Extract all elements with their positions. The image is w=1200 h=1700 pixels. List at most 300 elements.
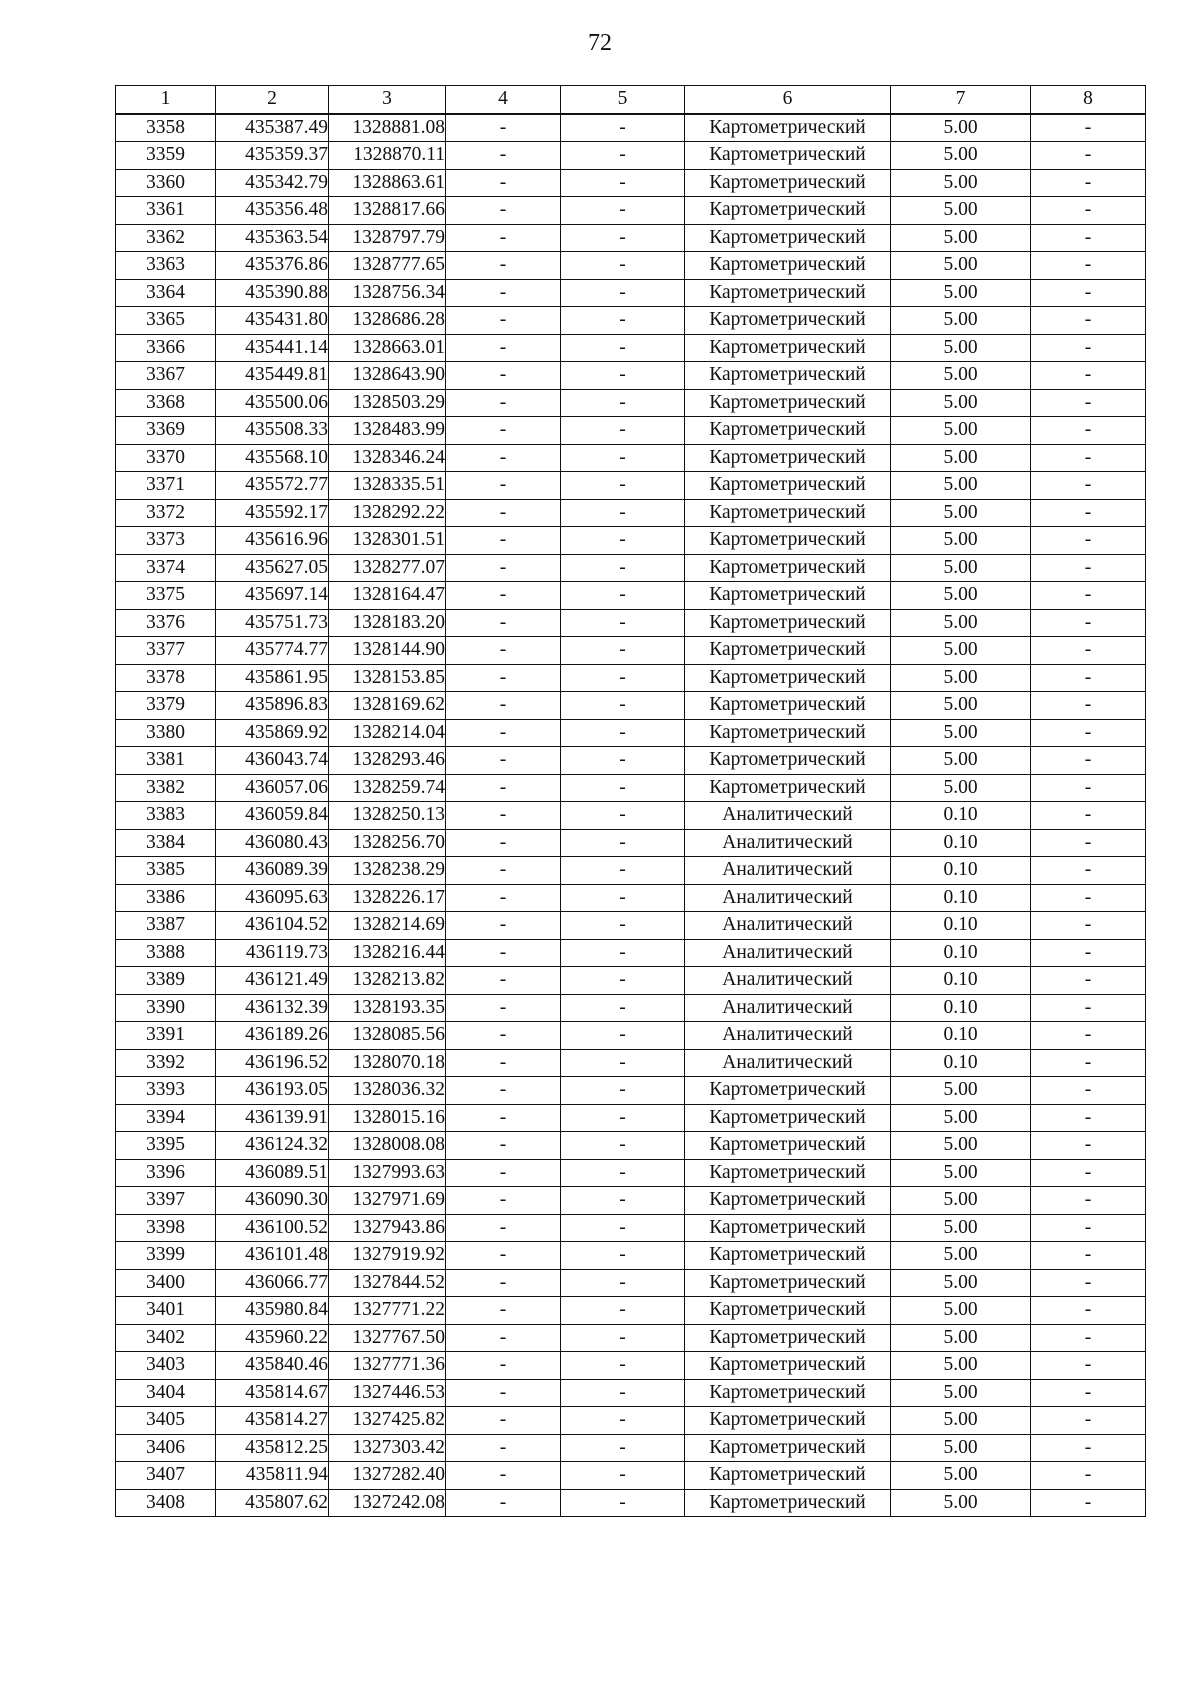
point-number: 3377	[116, 637, 216, 665]
method: Картометрический	[685, 554, 891, 582]
x-coordinate: 435616.96	[216, 527, 329, 555]
x-coordinate: 436080.43	[216, 829, 329, 857]
table-row	[116, 747, 1146, 775]
col-8-value: -	[1031, 472, 1146, 500]
table-row	[116, 1242, 1146, 1270]
col-5-value: -	[561, 939, 685, 967]
x-coordinate: 435812.25	[216, 1434, 329, 1462]
accuracy: 5.00	[891, 1434, 1031, 1462]
accuracy: 5.00	[891, 472, 1031, 500]
method: Картометрический	[685, 582, 891, 610]
column-header: 2	[216, 86, 329, 114]
col-8-value: -	[1031, 499, 1146, 527]
point-number: 3389	[116, 967, 216, 995]
accuracy: 5.00	[891, 197, 1031, 225]
point-number: 3396	[116, 1159, 216, 1187]
method: Картометрический	[685, 719, 891, 747]
table-row	[116, 967, 1146, 995]
col-5-value: -	[561, 1187, 685, 1215]
col-5-value: -	[561, 444, 685, 472]
col-5-value: -	[561, 829, 685, 857]
x-coordinate: 435508.33	[216, 417, 329, 445]
y-coordinate: 1328164.47	[329, 582, 446, 610]
method: Картометрический	[685, 197, 891, 225]
col-5-value: -	[561, 719, 685, 747]
col-5-value: -	[561, 884, 685, 912]
col-8-value: -	[1031, 802, 1146, 830]
point-number: 3405	[116, 1407, 216, 1435]
table-row	[116, 582, 1146, 610]
y-coordinate: 1328863.61	[329, 169, 446, 197]
point-number: 3367	[116, 362, 216, 390]
y-coordinate: 1328277.07	[329, 554, 446, 582]
accuracy: 5.00	[891, 1159, 1031, 1187]
method: Картометрический	[685, 444, 891, 472]
accuracy: 5.00	[891, 747, 1031, 775]
y-coordinate: 1328226.17	[329, 884, 446, 912]
accuracy: 5.00	[891, 389, 1031, 417]
x-coordinate: 435592.17	[216, 499, 329, 527]
accuracy: 5.00	[891, 1407, 1031, 1435]
method: Картометрический	[685, 1104, 891, 1132]
table-row	[116, 719, 1146, 747]
x-coordinate: 435840.46	[216, 1352, 329, 1380]
col-8-value: -	[1031, 362, 1146, 390]
accuracy: 0.10	[891, 884, 1031, 912]
col-5-value: -	[561, 1352, 685, 1380]
point-number: 3363	[116, 252, 216, 280]
point-number: 3375	[116, 582, 216, 610]
col-4-value: -	[446, 142, 561, 170]
accuracy: 5.00	[891, 527, 1031, 555]
y-coordinate: 1328292.22	[329, 499, 446, 527]
col-8-value: -	[1031, 994, 1146, 1022]
y-coordinate: 1328870.11	[329, 142, 446, 170]
accuracy: 5.00	[891, 114, 1031, 142]
col-4-value: -	[446, 279, 561, 307]
accuracy: 5.00	[891, 1379, 1031, 1407]
y-coordinate: 1327993.63	[329, 1159, 446, 1187]
y-coordinate: 1328346.24	[329, 444, 446, 472]
y-coordinate: 1328335.51	[329, 472, 446, 500]
col-8-value: -	[1031, 1407, 1146, 1435]
y-coordinate: 1328183.20	[329, 609, 446, 637]
column-header: 7	[891, 86, 1031, 114]
accuracy: 0.10	[891, 967, 1031, 995]
col-5-value: -	[561, 1049, 685, 1077]
accuracy: 0.10	[891, 1022, 1031, 1050]
col-4-value: -	[446, 1049, 561, 1077]
col-5-value: -	[561, 857, 685, 885]
table-row	[116, 224, 1146, 252]
col-5-value: -	[561, 499, 685, 527]
col-8-value: -	[1031, 1379, 1146, 1407]
y-coordinate: 1327971.69	[329, 1187, 446, 1215]
accuracy: 5.00	[891, 582, 1031, 610]
point-number: 3383	[116, 802, 216, 830]
table-row	[116, 1214, 1146, 1242]
table-row	[116, 1159, 1146, 1187]
method: Картометрический	[685, 1352, 891, 1380]
point-number: 3400	[116, 1269, 216, 1297]
col-4-value: -	[446, 1379, 561, 1407]
table-row	[116, 169, 1146, 197]
point-number: 3407	[116, 1462, 216, 1490]
point-number: 3395	[116, 1132, 216, 1160]
table-row	[116, 1407, 1146, 1435]
accuracy: 5.00	[891, 1104, 1031, 1132]
col-5-value: -	[561, 114, 685, 142]
accuracy: 5.00	[891, 1132, 1031, 1160]
table-row	[116, 142, 1146, 170]
method: Картометрический	[685, 1462, 891, 1490]
point-number: 3398	[116, 1214, 216, 1242]
col-5-value: -	[561, 169, 685, 197]
point-number: 3408	[116, 1489, 216, 1517]
col-5-value: -	[561, 1379, 685, 1407]
col-5-value: -	[561, 362, 685, 390]
x-coordinate: 436095.63	[216, 884, 329, 912]
y-coordinate: 1328144.90	[329, 637, 446, 665]
col-5-value: -	[561, 912, 685, 940]
y-coordinate: 1327919.92	[329, 1242, 446, 1270]
point-number: 3368	[116, 389, 216, 417]
method: Картометрический	[685, 527, 891, 555]
column-header: 6	[685, 86, 891, 114]
x-coordinate: 436124.32	[216, 1132, 329, 1160]
accuracy: 5.00	[891, 1214, 1031, 1242]
method: Картометрический	[685, 389, 891, 417]
col-5-value: -	[561, 527, 685, 555]
col-5-value: -	[561, 1297, 685, 1325]
col-8-value: -	[1031, 664, 1146, 692]
y-coordinate: 1328686.28	[329, 307, 446, 335]
table-row	[116, 1379, 1146, 1407]
col-4-value: -	[446, 1352, 561, 1380]
y-coordinate: 1328881.08	[329, 114, 446, 142]
y-coordinate: 1328213.82	[329, 967, 446, 995]
table-row	[116, 114, 1146, 142]
col-4-value: -	[446, 169, 561, 197]
method: Картометрический	[685, 1297, 891, 1325]
col-4-value: -	[446, 499, 561, 527]
point-number: 3403	[116, 1352, 216, 1380]
col-4-value: -	[446, 1214, 561, 1242]
col-5-value: -	[561, 1104, 685, 1132]
point-number: 3380	[116, 719, 216, 747]
col-8-value: -	[1031, 582, 1146, 610]
point-number: 3393	[116, 1077, 216, 1105]
col-4-value: -	[446, 1324, 561, 1352]
table-row	[116, 472, 1146, 500]
col-8-value: -	[1031, 444, 1146, 472]
header-row	[116, 86, 1146, 114]
method: Картометрический	[685, 279, 891, 307]
x-coordinate: 436104.52	[216, 912, 329, 940]
col-5-value: -	[561, 582, 685, 610]
col-4-value: -	[446, 1434, 561, 1462]
col-4-value: -	[446, 114, 561, 142]
col-5-value: -	[561, 1214, 685, 1242]
y-coordinate: 1327303.42	[329, 1434, 446, 1462]
table-row	[116, 994, 1146, 1022]
method: Аналитический	[685, 1022, 891, 1050]
method: Картометрический	[685, 142, 891, 170]
accuracy: 5.00	[891, 1489, 1031, 1517]
accuracy: 5.00	[891, 444, 1031, 472]
col-4-value: -	[446, 307, 561, 335]
point-number: 3365	[116, 307, 216, 335]
table-row	[116, 1077, 1146, 1105]
col-5-value: -	[561, 967, 685, 995]
accuracy: 5.00	[891, 279, 1031, 307]
accuracy: 0.10	[891, 802, 1031, 830]
y-coordinate: 1328008.08	[329, 1132, 446, 1160]
accuracy: 5.00	[891, 1187, 1031, 1215]
col-8-value: -	[1031, 939, 1146, 967]
col-4-value: -	[446, 1187, 561, 1215]
method: Картометрический	[685, 1077, 891, 1105]
x-coordinate: 435751.73	[216, 609, 329, 637]
x-coordinate: 436196.52	[216, 1049, 329, 1077]
col-4-value: -	[446, 884, 561, 912]
method: Картометрический	[685, 169, 891, 197]
col-5-value: -	[561, 692, 685, 720]
col-5-value: -	[561, 1077, 685, 1105]
point-number: 3372	[116, 499, 216, 527]
y-coordinate: 1328238.29	[329, 857, 446, 885]
method: Аналитический	[685, 994, 891, 1022]
x-coordinate: 435774.77	[216, 637, 329, 665]
col-8-value: -	[1031, 1324, 1146, 1352]
col-8-value: -	[1031, 307, 1146, 335]
col-4-value: -	[446, 1269, 561, 1297]
column-header: 3	[329, 86, 446, 114]
method: Картометрический	[685, 664, 891, 692]
method: Картометрический	[685, 1132, 891, 1160]
x-coordinate: 435387.49	[216, 114, 329, 142]
x-coordinate: 435390.88	[216, 279, 329, 307]
col-4-value: -	[446, 527, 561, 555]
point-number: 3364	[116, 279, 216, 307]
point-number: 3361	[116, 197, 216, 225]
x-coordinate: 436119.73	[216, 939, 329, 967]
y-coordinate: 1328301.51	[329, 527, 446, 555]
method: Картометрический	[685, 472, 891, 500]
col-8-value: -	[1031, 1104, 1146, 1132]
col-8-value: -	[1031, 1462, 1146, 1490]
x-coordinate: 436059.84	[216, 802, 329, 830]
col-8-value: -	[1031, 1434, 1146, 1462]
method: Картометрический	[685, 1187, 891, 1215]
method: Картометрический	[685, 1489, 891, 1517]
col-8-value: -	[1031, 912, 1146, 940]
table-row	[116, 664, 1146, 692]
y-coordinate: 1328259.74	[329, 774, 446, 802]
method: Картометрический	[685, 417, 891, 445]
accuracy: 0.10	[891, 1049, 1031, 1077]
col-4-value: -	[446, 692, 561, 720]
col-8-value: -	[1031, 1269, 1146, 1297]
accuracy: 5.00	[891, 252, 1031, 280]
col-5-value: -	[561, 307, 685, 335]
table-row	[116, 1462, 1146, 1490]
y-coordinate: 1327446.53	[329, 1379, 446, 1407]
y-coordinate: 1327282.40	[329, 1462, 446, 1490]
col-4-value: -	[446, 1242, 561, 1270]
col-4-value: -	[446, 417, 561, 445]
y-coordinate: 1327242.08	[329, 1489, 446, 1517]
x-coordinate: 436132.39	[216, 994, 329, 1022]
col-5-value: -	[561, 554, 685, 582]
x-coordinate: 435500.06	[216, 389, 329, 417]
col-8-value: -	[1031, 389, 1146, 417]
table-row	[116, 609, 1146, 637]
method: Картометрический	[685, 334, 891, 362]
table-row	[116, 829, 1146, 857]
method: Картометрический	[685, 1214, 891, 1242]
y-coordinate: 1328193.35	[329, 994, 446, 1022]
accuracy: 5.00	[891, 1462, 1031, 1490]
table-row	[116, 1022, 1146, 1050]
col-4-value: -	[446, 362, 561, 390]
col-5-value: -	[561, 1407, 685, 1435]
point-number: 3388	[116, 939, 216, 967]
method: Картометрический	[685, 1324, 891, 1352]
x-coordinate: 436189.26	[216, 1022, 329, 1050]
col-5-value: -	[561, 994, 685, 1022]
col-4-value: -	[446, 939, 561, 967]
col-4-value: -	[446, 252, 561, 280]
col-4-value: -	[446, 637, 561, 665]
column-header: 5	[561, 86, 685, 114]
accuracy: 5.00	[891, 1297, 1031, 1325]
col-8-value: -	[1031, 1159, 1146, 1187]
accuracy: 0.10	[891, 939, 1031, 967]
x-coordinate: 436043.74	[216, 747, 329, 775]
point-number: 3366	[116, 334, 216, 362]
y-coordinate: 1327771.22	[329, 1297, 446, 1325]
y-coordinate: 1327767.50	[329, 1324, 446, 1352]
method: Картометрический	[685, 1159, 891, 1187]
method: Картометрический	[685, 637, 891, 665]
col-8-value: -	[1031, 334, 1146, 362]
col-5-value: -	[561, 389, 685, 417]
point-number: 3369	[116, 417, 216, 445]
x-coordinate: 436193.05	[216, 1077, 329, 1105]
method: Аналитический	[685, 802, 891, 830]
method: Картометрический	[685, 224, 891, 252]
point-number: 3401	[116, 1297, 216, 1325]
y-coordinate: 1328085.56	[329, 1022, 446, 1050]
method: Аналитический	[685, 829, 891, 857]
col-5-value: -	[561, 1022, 685, 1050]
point-number: 3386	[116, 884, 216, 912]
col-4-value: -	[446, 1104, 561, 1132]
col-5-value: -	[561, 142, 685, 170]
col-5-value: -	[561, 1324, 685, 1352]
table-body	[116, 114, 1146, 1517]
accuracy: 0.10	[891, 912, 1031, 940]
y-coordinate: 1327771.36	[329, 1352, 446, 1380]
table-row	[116, 1049, 1146, 1077]
col-4-value: -	[446, 1077, 561, 1105]
method: Картометрический	[685, 499, 891, 527]
y-coordinate: 1328216.44	[329, 939, 446, 967]
x-coordinate: 435568.10	[216, 444, 329, 472]
point-number: 3392	[116, 1049, 216, 1077]
accuracy: 0.10	[891, 994, 1031, 1022]
y-coordinate: 1328777.65	[329, 252, 446, 280]
accuracy: 5.00	[891, 142, 1031, 170]
table-row	[116, 1489, 1146, 1517]
point-number: 3376	[116, 609, 216, 637]
col-4-value: -	[446, 1462, 561, 1490]
table-row	[116, 1434, 1146, 1462]
col-8-value: -	[1031, 1242, 1146, 1270]
column-header: 4	[446, 86, 561, 114]
table-header	[116, 86, 1146, 114]
x-coordinate: 436100.52	[216, 1214, 329, 1242]
x-coordinate: 435896.83	[216, 692, 329, 720]
table-row	[116, 334, 1146, 362]
method: Картометрический	[685, 1242, 891, 1270]
col-5-value: -	[561, 774, 685, 802]
x-coordinate: 435441.14	[216, 334, 329, 362]
column-header: 8	[1031, 86, 1146, 114]
col-8-value: -	[1031, 637, 1146, 665]
y-coordinate: 1328293.46	[329, 747, 446, 775]
coordinates-table	[115, 85, 1146, 1517]
table-row	[116, 939, 1146, 967]
y-coordinate: 1328503.29	[329, 389, 446, 417]
x-coordinate: 436090.30	[216, 1187, 329, 1215]
point-number: 3382	[116, 774, 216, 802]
point-number: 3387	[116, 912, 216, 940]
col-5-value: -	[561, 279, 685, 307]
col-5-value: -	[561, 1269, 685, 1297]
point-number: 3397	[116, 1187, 216, 1215]
col-5-value: -	[561, 1159, 685, 1187]
accuracy: 5.00	[891, 1242, 1031, 1270]
x-coordinate: 435697.14	[216, 582, 329, 610]
table-row	[116, 637, 1146, 665]
method: Картометрический	[685, 114, 891, 142]
col-8-value: -	[1031, 967, 1146, 995]
col-4-value: -	[446, 967, 561, 995]
col-8-value: -	[1031, 1297, 1146, 1325]
table-row	[116, 1352, 1146, 1380]
point-number: 3399	[116, 1242, 216, 1270]
accuracy: 5.00	[891, 1077, 1031, 1105]
accuracy: 5.00	[891, 169, 1031, 197]
point-number: 3385	[116, 857, 216, 885]
col-4-value: -	[446, 912, 561, 940]
y-coordinate: 1328250.13	[329, 802, 446, 830]
method: Картометрический	[685, 1269, 891, 1297]
point-number: 3362	[116, 224, 216, 252]
col-8-value: -	[1031, 252, 1146, 280]
page-number: 72	[588, 30, 612, 56]
accuracy: 5.00	[891, 774, 1031, 802]
method: Картометрический	[685, 252, 891, 280]
col-8-value: -	[1031, 1214, 1146, 1242]
table-row	[116, 774, 1146, 802]
y-coordinate: 1328214.04	[329, 719, 446, 747]
method: Картометрический	[685, 1434, 891, 1462]
method: Картометрический	[685, 692, 891, 720]
method: Картометрический	[685, 747, 891, 775]
